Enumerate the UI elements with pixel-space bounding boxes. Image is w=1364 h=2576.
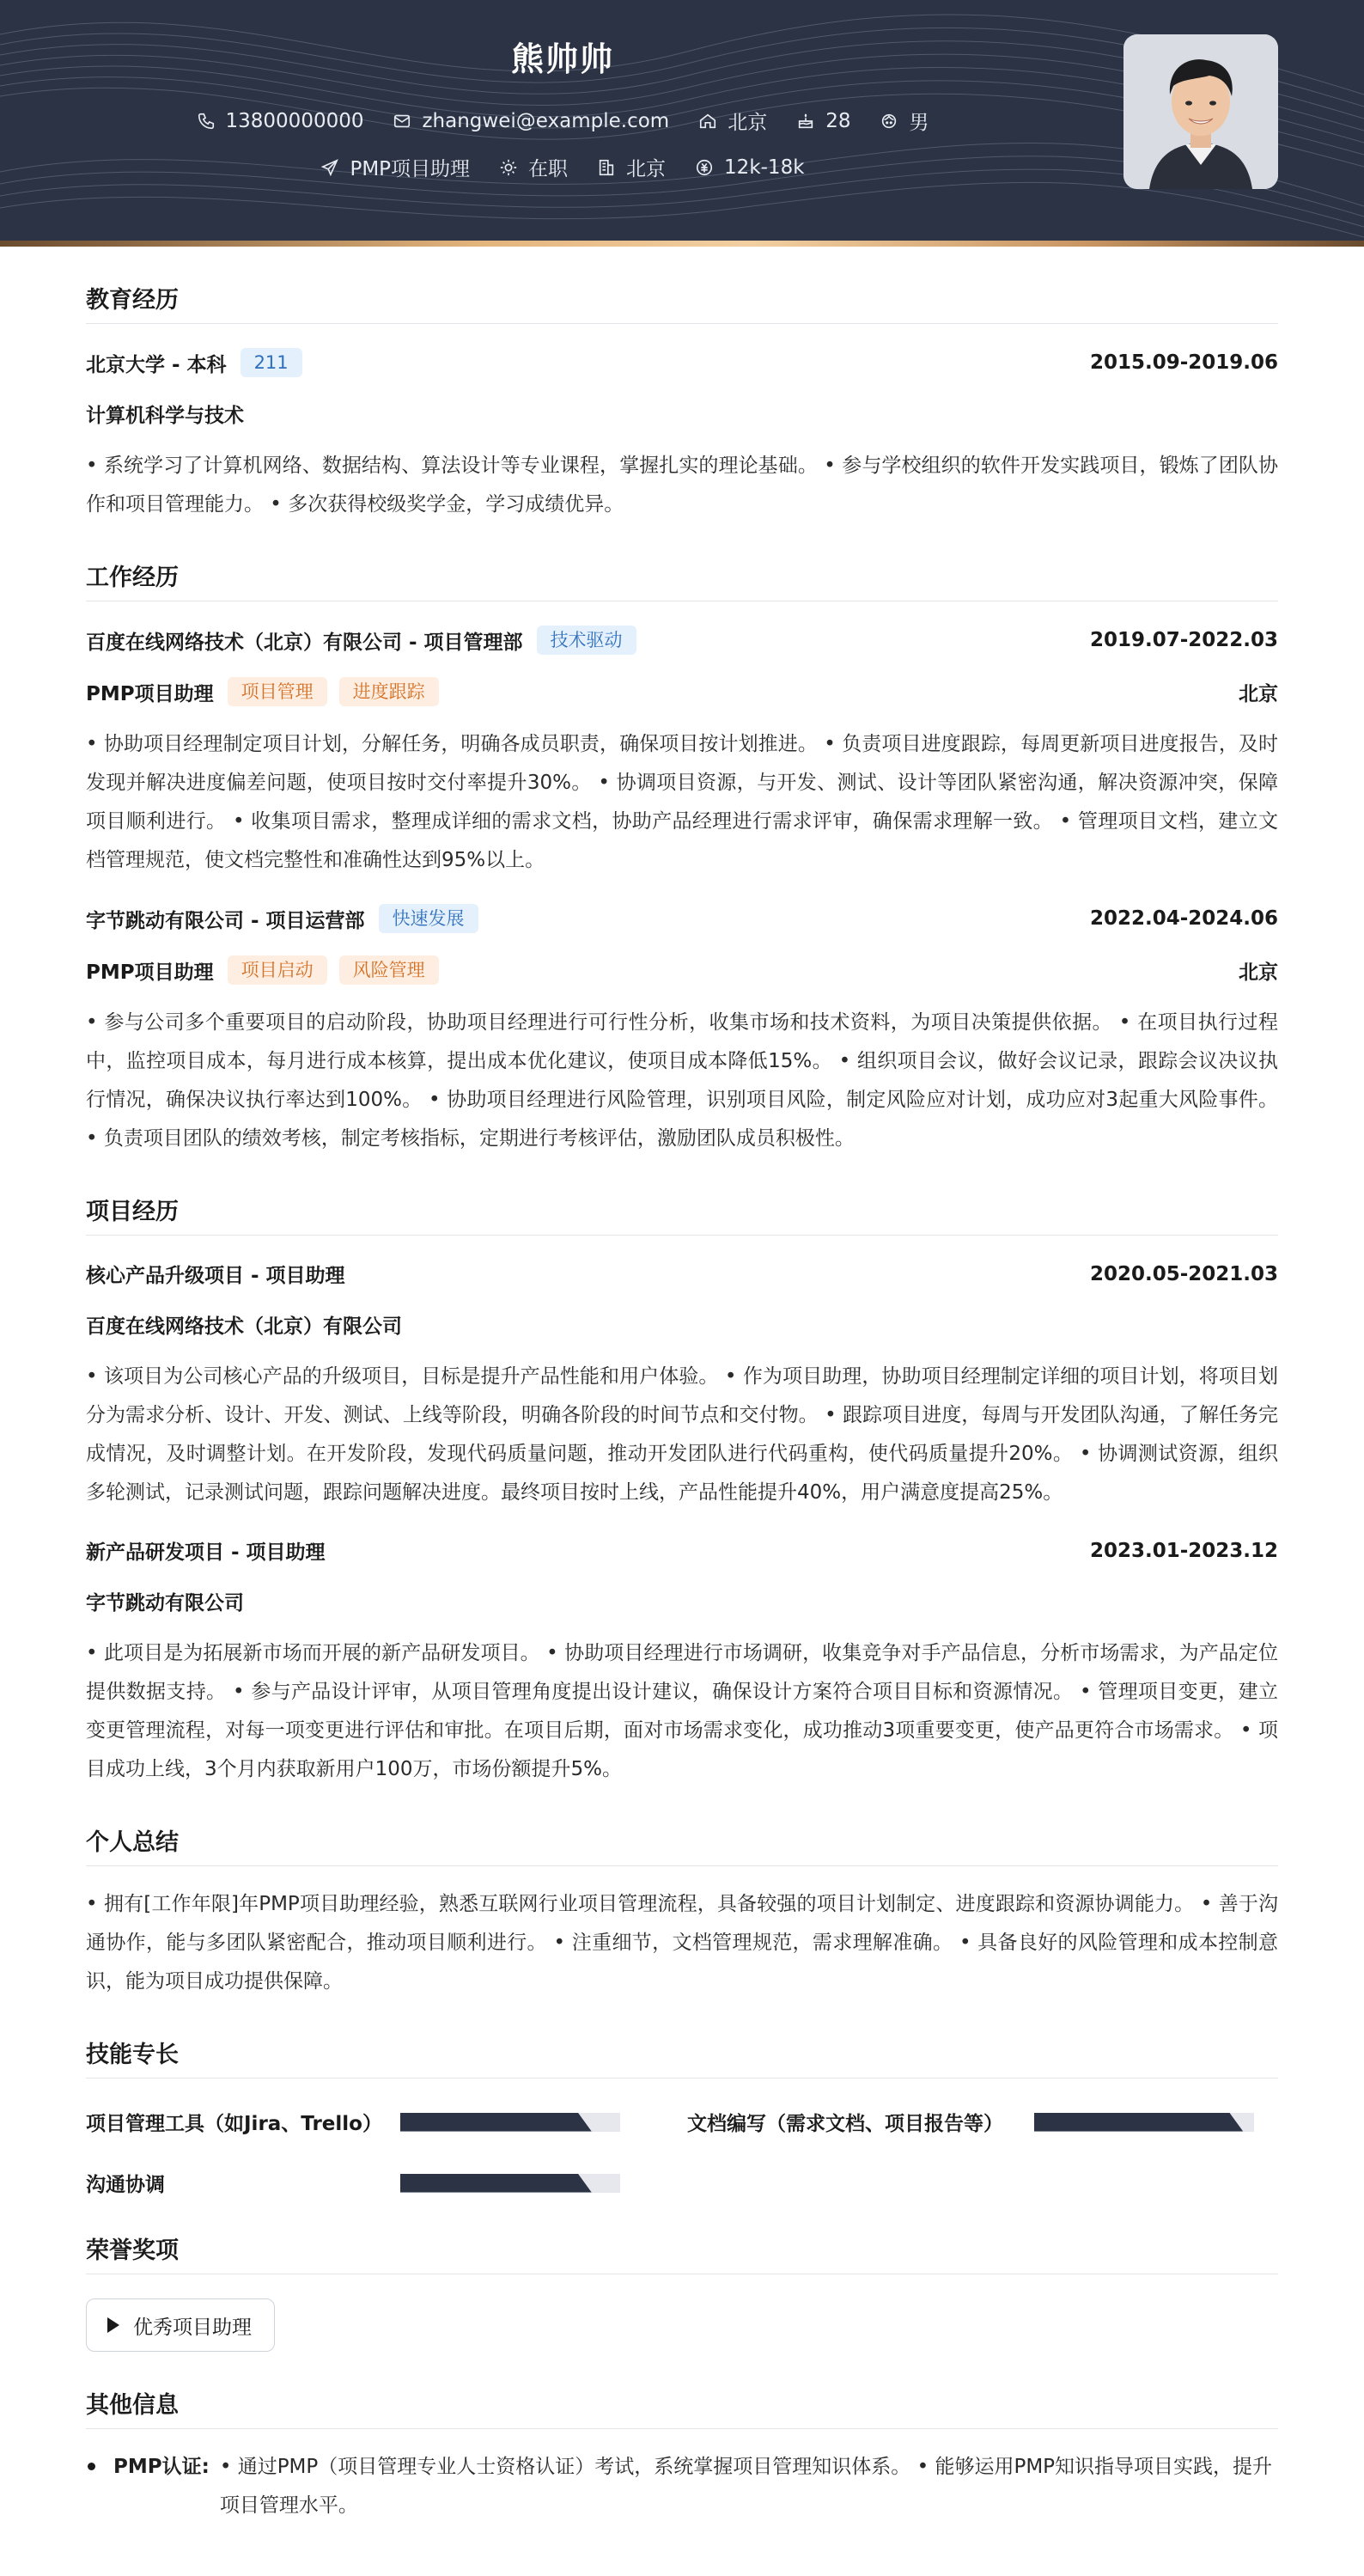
education-description: • 系统学习了计算机网络、数据结构、算法设计等专业课程，掌握扎实的理论基础。 • 参与学校组织的软件开发实践项目，锻炼了团队协作和项目管理能力。 • 多次获得校级奖学金，学习成绩优异。 — [86, 455, 1278, 516]
skill-item — [86, 2108, 687, 2136]
project-header — [86, 1536, 1278, 1565]
project-name: 新产品研发项目 - 项目助理 — [86, 1541, 326, 1564]
skill-bar-fill — [1034, 2113, 1243, 2132]
skills-grid — [86, 2108, 1278, 2197]
project-item — [86, 1536, 1278, 1789]
email-info — [393, 110, 669, 132]
skill-item — [687, 2108, 1278, 2136]
role-tag: 风险管理 — [339, 955, 439, 985]
header-accent-line — [0, 241, 1364, 247]
cake-icon — [796, 112, 815, 131]
work-city-info — [597, 153, 666, 181]
work-header — [86, 626, 1278, 655]
gender-info — [880, 107, 929, 135]
other-item — [86, 2448, 1278, 2525]
avatar — [1123, 34, 1278, 189]
work-description: • 参与公司多个重要项目的启动阶段，协助项目经理进行可行性分析，收集市场和技术资料，为项目决策提供依据。 • 在项目执行过程中，监控项目成本，每月进行成本核算，提出成本优化建议，使项目成本降低15%。 • 组织项目会议，做好会议记录，跟踪会议决议执行情况，确保决议执行率达到100%。 • 协助项目经理进行风险管理，识别项目风险，制定风险应对计划，成功应对3起重大风险事件。 • 负责项目团队的绩效考核，制定考核指标，定期进行考核评估，激励团队成员积极性。 — [86, 1011, 1278, 1150]
project-item — [86, 1260, 1278, 1512]
status-info — [499, 153, 568, 181]
home-icon — [698, 112, 717, 131]
skill-bar — [400, 2113, 620, 2132]
project-description: • 该项目为公司核心产品的升级项目，目标是提升产品性能和用户体验。 • 作为项目助理，协助项目经理制定详细的项目计划，将项目划分为需求分析、设计、开发、测试、上线等阶段，明确各阶段的时间节点和交付物。 • 跟踪项目进度，每周与开发团队沟通，了解任务完成情况，及时调整计划。在开发阶段，发现代码质量问题，推动开发团队进行代码重构，使代码质量提升20%。 • 协调测试资源，组织多轮测试，记录测试问题，跟踪问题解决进度。最终项目按时上线，产品性能提升40%，用户满意度提高25%。 — [86, 1365, 1278, 1504]
resume-header — [0, 0, 1364, 241]
mail-icon — [393, 112, 411, 131]
phone-info — [197, 110, 364, 132]
project-period: 2023.01-2023.12 — [1089, 1539, 1278, 1562]
summary-description: • 拥有[工作年限]年PMP项目助理经验，熟悉互联网行业项目管理流程，具备较强的项目计划制定、进度跟踪和资源协调能力。 • 善于沟通协作，能与多团队紧密配合，推动项目顺利进行。 • 注重细节，文档管理规范，需求理解准确。 • 具备良好的风险管理和成本控制意识，能为项目成功提供保障。 — [86, 1893, 1278, 1993]
send-icon — [320, 158, 339, 177]
company-name: 字节跳动有限公司 - 项目运营部 — [86, 909, 365, 932]
work-city-text: 北京 — [626, 158, 667, 180]
candidate-name: 熊帅帅 — [510, 40, 614, 78]
work-item — [86, 904, 1278, 1158]
skill-bar — [1034, 2113, 1254, 2132]
project-header — [86, 1260, 1278, 1288]
project-period: 2020.05-2021.03 — [1089, 1262, 1278, 1285]
company-name: 百度在线网络技术（北京）有限公司 - 项目管理部 — [86, 631, 523, 654]
role-tag: 项目启动 — [228, 955, 327, 985]
school-name: 北京大学 - 本科 — [86, 353, 227, 376]
section-title: 技能专长 — [86, 2001, 1278, 2079]
work-item — [86, 626, 1278, 880]
location-info — [698, 107, 767, 135]
other-label: PMP认证: — [113, 2456, 210, 2478]
project-description: • 此项目是为拓展新市场而开展的新产品研发项目。 • 协助项目经理进行市场调研，收集竞争对手产品信息，分析市场需求，为产品定位提供数据支持。 • 参与产品设计评审，从项目管理角度提出设计建议，确保设计方案符合项目目标和资源情况。 • 管理项目变更，建立变更管理流程，对每一项变更进行评估和审批。在项目后期，面对市场需求变化，成功推动3项重要变更，使产品更符合市场需求。 • 项目成功上线，3个月内获取新用户100万，市场份额提升5%。 — [86, 1642, 1278, 1780]
company-tag: 快速发展 — [379, 904, 478, 933]
status-icon — [499, 158, 518, 177]
award-badge — [86, 2298, 275, 2352]
gender-icon — [880, 112, 898, 131]
project-name: 核心产品升级项目 - 项目助理 — [86, 1265, 345, 1287]
play-icon — [107, 2317, 119, 2333]
skill-name: 沟通协调 — [86, 2174, 165, 2196]
status-text: 在职 — [528, 158, 569, 180]
award-name: 优秀项目助理 — [133, 2316, 252, 2339]
role-tag: 项目管理 — [228, 677, 327, 706]
education-section — [86, 247, 1278, 524]
section-title: 教育经历 — [86, 247, 1278, 324]
project-company-row — [86, 1310, 1278, 1339]
skill-bar-fill — [400, 2113, 592, 2132]
work-section — [86, 524, 1278, 1158]
other-section — [86, 2352, 1278, 2525]
section-title: 个人总结 — [86, 1789, 1278, 1866]
phone-icon — [197, 112, 216, 131]
phone-text: 13800000000 — [225, 109, 364, 132]
skill-bar-fill — [400, 2174, 592, 2193]
job-intent-row — [0, 153, 1125, 181]
age-info — [796, 110, 850, 132]
role-row — [86, 677, 1278, 706]
skill-item — [86, 2169, 687, 2197]
contact-row — [0, 107, 1125, 135]
position-info — [320, 153, 470, 181]
project-section — [86, 1158, 1278, 1789]
bullet-icon — [86, 2448, 113, 2525]
skill-name: 文档编写（需求文档、项目报告等） — [687, 2113, 1003, 2135]
position-text: PMP项目助理 — [350, 158, 471, 180]
skill-name: 项目管理工具（如Jira、Trello） — [86, 2113, 382, 2135]
building-icon — [597, 158, 616, 177]
school-tag: 211 — [241, 348, 302, 377]
role-row — [86, 955, 1278, 985]
work-period: 2019.07-2022.03 — [1089, 629, 1278, 651]
major: 计算机科学与技术 — [86, 405, 244, 427]
education-period: 2015.09-2019.06 — [1089, 351, 1278, 374]
skills-section — [86, 2001, 1278, 2197]
salary-icon — [695, 158, 714, 177]
summary-section — [86, 1789, 1278, 2001]
project-company-row — [86, 1587, 1278, 1615]
education-header — [86, 348, 1278, 377]
skill-bar — [400, 2174, 620, 2193]
age-text: 28 — [825, 109, 851, 132]
work-description: • 协助项目经理制定项目计划，分解任务，明确各成员职责，确保项目按计划推进。 • 负责项目进度跟踪，每周更新项目进度报告，及时发现并解决进度偏差问题，使项目按时交付率提升30%。 • 协调项目资源，与开发、测试、设计等团队紧密沟通，解决资源冲突，保障项目顺利进行。 • 收集项目需求，整理成详细的需求文档，协助产品经理进行需求评审，确保需求理解一致。 • 管理项目文档，建立文档管理规范，使文档完整性和准确性达到95%以上。 — [86, 733, 1278, 871]
email-text: zhangwei@example.com — [422, 109, 670, 132]
section-title: 荣誉奖项 — [86, 2197, 1278, 2274]
location-text: 北京 — [728, 112, 768, 134]
salary-info — [695, 156, 804, 179]
work-header — [86, 904, 1278, 933]
role-name: PMP项目助理 — [86, 682, 214, 705]
section-title: 其他信息 — [86, 2352, 1278, 2429]
project-company: 百度在线网络技术（北京）有限公司 — [86, 1315, 402, 1338]
work-city: 北京 — [1239, 961, 1278, 984]
role-name: PMP项目助理 — [86, 961, 214, 984]
section-title: 项目经历 — [86, 1158, 1278, 1236]
salary-text: 12k-18k — [724, 156, 805, 179]
awards-section — [86, 2197, 1278, 2352]
project-company: 字节跳动有限公司 — [86, 1592, 244, 1615]
other-text: • 通过PMP（项目管理专业人士资格认证）考试，系统掌握项目管理知识体系。 • 能够运用PMP知识指导项目实践，提升项目管理水平。 — [219, 2456, 1273, 2517]
resume-body — [86, 247, 1278, 2525]
major-row — [86, 400, 1278, 428]
company-tag: 技术驱动 — [537, 626, 636, 655]
work-period: 2022.04-2024.06 — [1089, 907, 1278, 930]
role-tag: 进度跟踪 — [339, 677, 439, 706]
gender-text: 男 — [909, 112, 929, 134]
work-city: 北京 — [1239, 682, 1278, 705]
section-title: 工作经历 — [86, 524, 1278, 601]
